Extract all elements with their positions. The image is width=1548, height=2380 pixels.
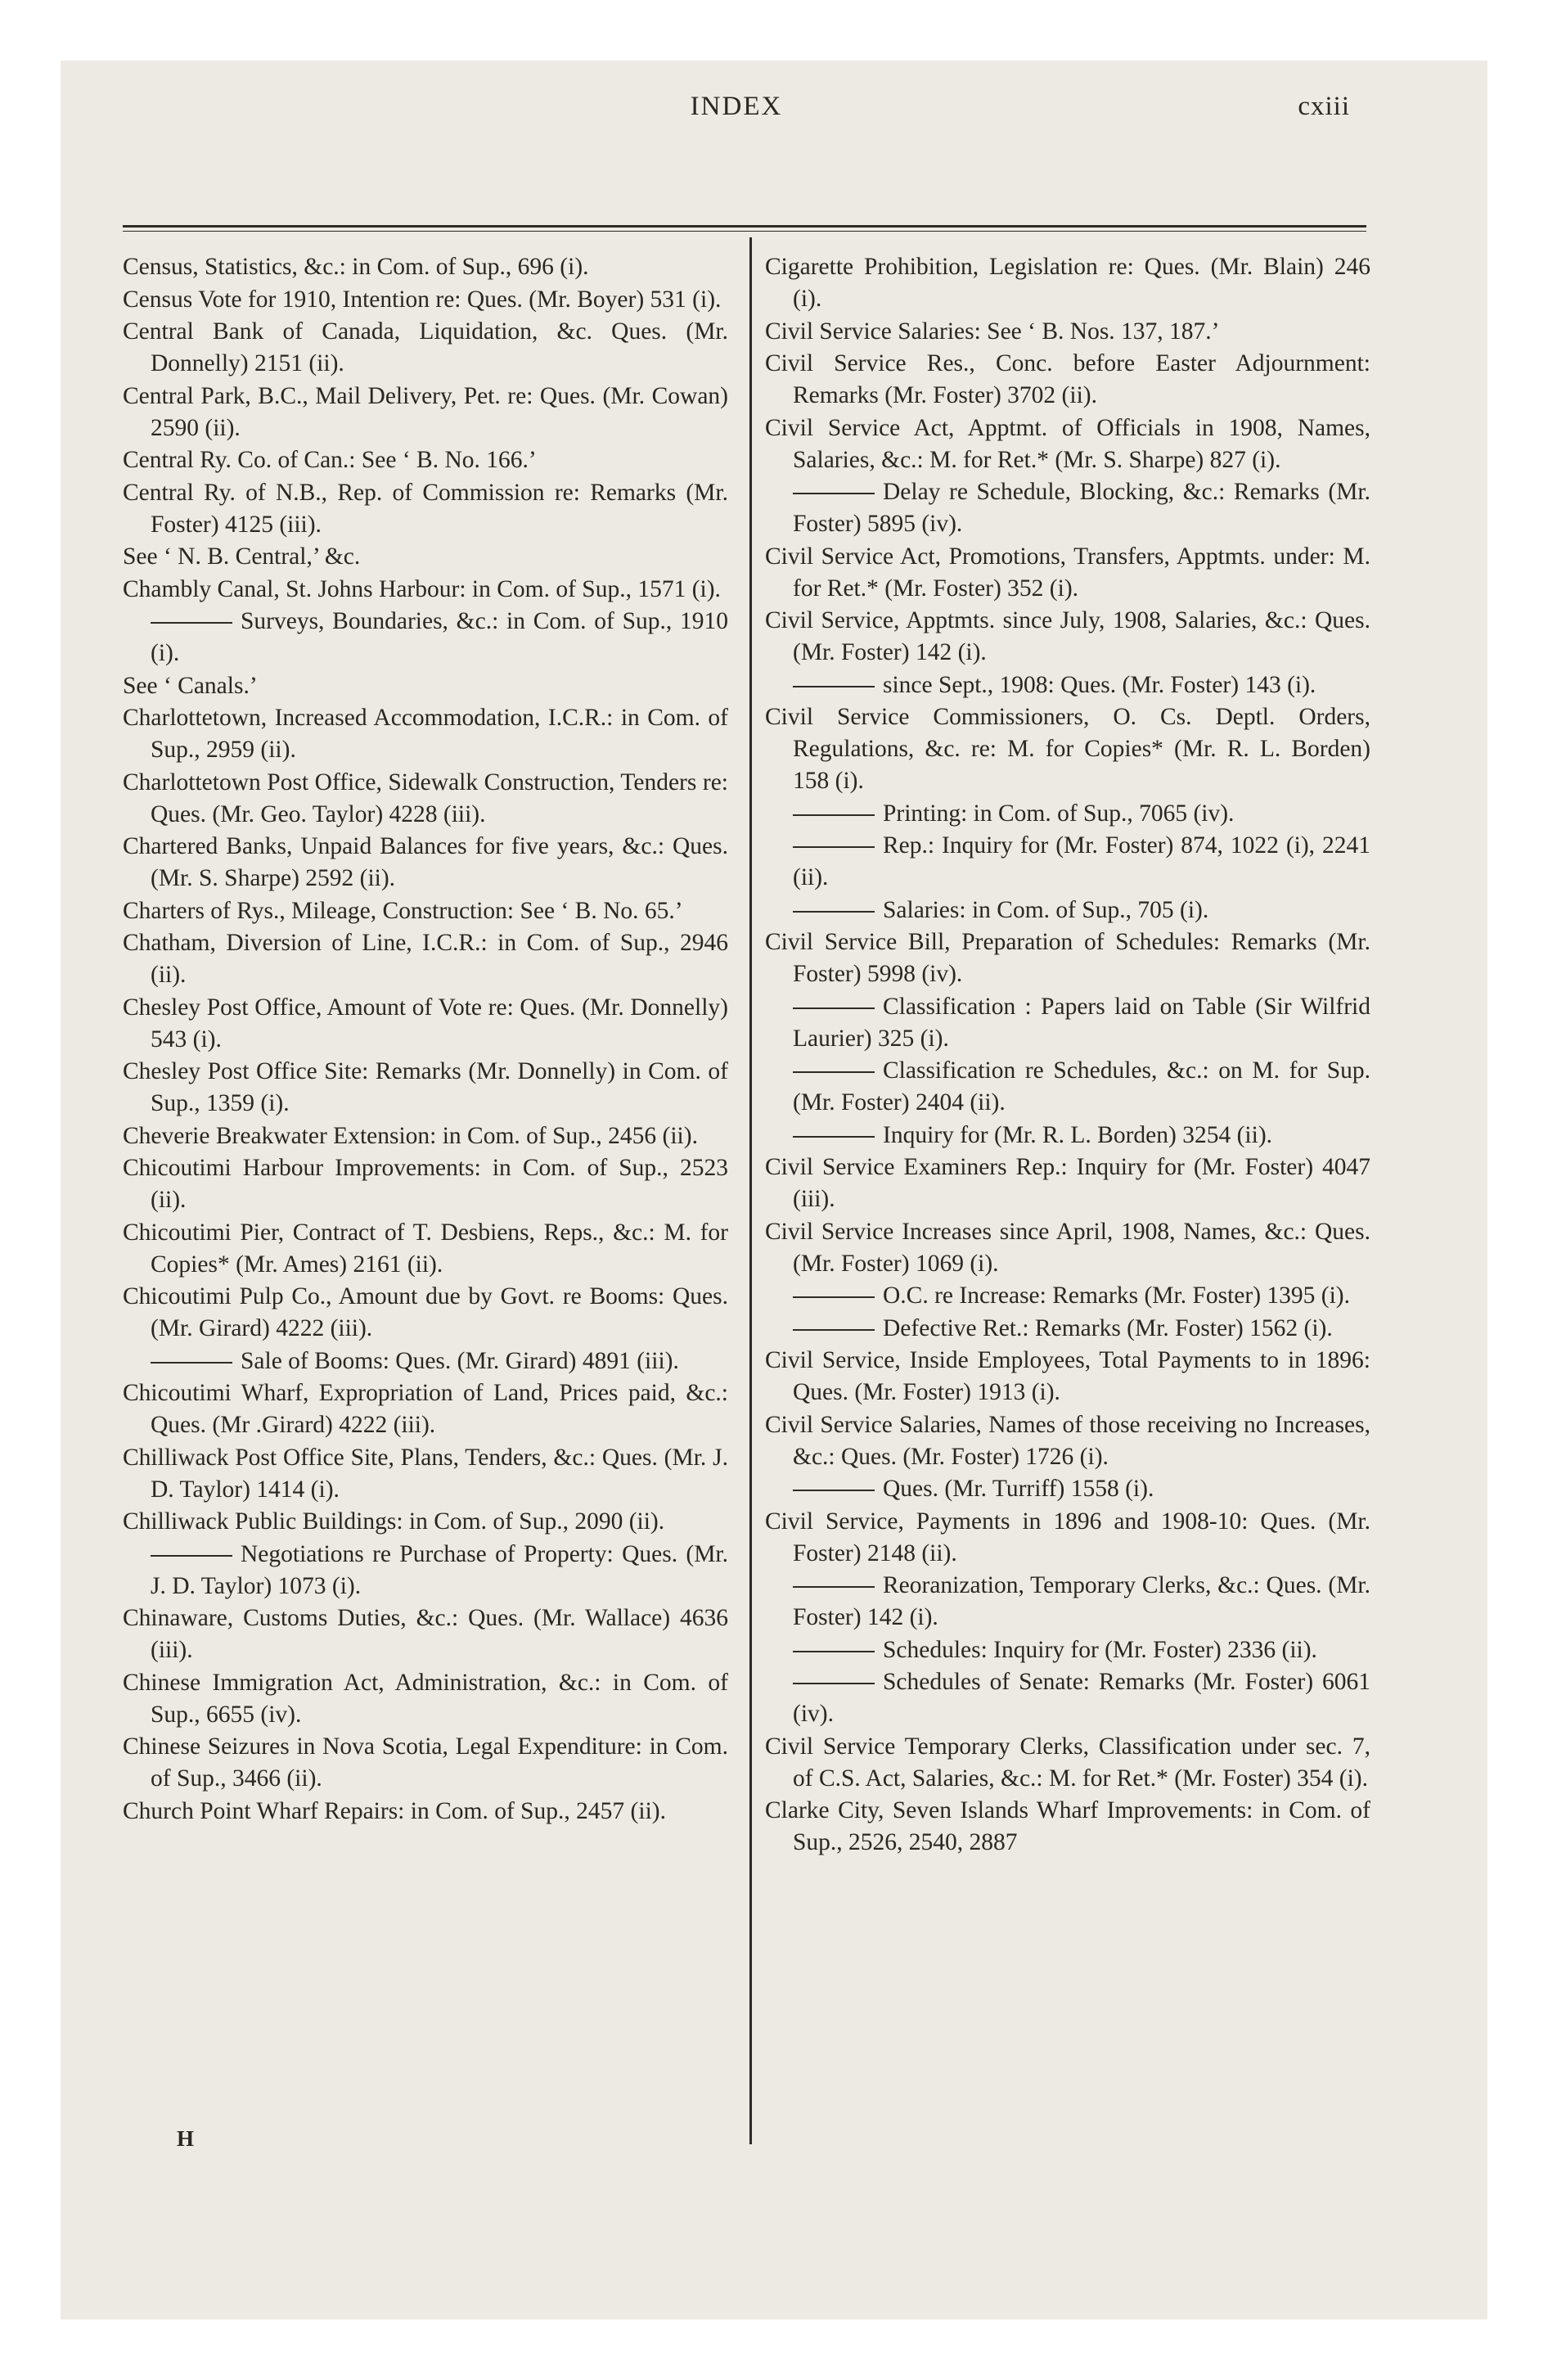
index-entry: Civil Service Act, Promotions, Transfers, Apptmts. under: M. for Ret.* (Mr. Foster) 352 (i). (765, 543, 1370, 602)
index-entry: Clarke City, Seven Islands Wharf Improvements: in Com. of Sup., 2526, 2540, 2887 (765, 1797, 1370, 1855)
index-entry: Civil Service Act, Apptmt. of Officials in 1908, Names, Salaries, &c.: M. for Ret.* (Mr. S. Sharpe) 827 (i). (765, 414, 1370, 473)
index-entry: Chinese Seizures in Nova Scotia, Legal Expenditure: in Com. of Sup., 3466 (ii). (123, 1733, 728, 1792)
index-entry: Chesley Post Office, Amount of Vote re: Ques. (Mr. Donnelly) 543 (i). (123, 994, 728, 1053)
index-entry: Civil Service Salaries, Names of those receiving no Increases, &c.: Ques. (Mr. Foster) 1726 (i). (765, 1411, 1370, 1470)
index-subentry: Classification re Schedules, &c.: on M. for Sup. (Mr. Foster) 2404 (ii). (765, 1055, 1370, 1119)
index-entry: Civil Service Temporary Clerks, Classification under sec. 7, of C.S. Act, Salaries, &c.: M. for Ret.* (Mr. Foster) 354 (i). (765, 1733, 1370, 1792)
index-entry: Chambly Canal, St. Johns Harbour: in Com. of Sup., 1571 (i). (123, 575, 721, 602)
index-entry: Census, Statistics, &c.: in Com. of Sup., 696 (i). (123, 254, 589, 280)
index-entry: Central Ry. of N.B., Rep. of Commission re: Remarks (Mr. Foster) 4125 (iii). (123, 479, 728, 538)
index-entry: Chartered Banks, Unpaid Balances for five years, &c.: Ques. (Mr. S. Sharpe) 2592 (ii). (123, 833, 728, 891)
index-entry: Census Vote for 1910, Intention re: Ques. (Mr. Boyer) 531 (i). (123, 286, 722, 313)
index-entry: Civil Service Salaries: See ‘ B. Nos. 137, 187.’ (765, 318, 1220, 345)
index-entry: Chicoutimi Harbour Improvements: in Com. of Sup., 2523 (ii). (123, 1155, 728, 1213)
index-subentry: Inquiry for (Mr. R. L. Borden) 3254 (ii). (765, 1120, 1370, 1152)
index-entry: See ‘ Canals.’ (123, 672, 258, 699)
index-subentry: Printing: in Com. of Sup., 7065 (iv). (765, 798, 1370, 830)
index-subentry: Schedules: Inquiry for (Mr. Foster) 2336 (ii). (765, 1634, 1370, 1666)
index-entry: Civil Service Res., Conc. before Easter Adjournment: Remarks (Mr. Foster) 3702 (ii). (765, 350, 1370, 408)
left-index-column (123, 251, 728, 1828)
index-entry: Chesley Post Office Site: Remarks (Mr. Donnelly) in Com. of Sup., 1359 (i). (123, 1058, 728, 1116)
index-subentry: Salaries: in Com. of Sup., 705 (i). (765, 895, 1370, 926)
index-entry: Chinese Immigration Act, Administration, &c.: in Com. of Sup., 6655 (iv). (123, 1669, 728, 1728)
index-subentry: Rep.: Inquiry for (Mr. Foster) 874, 1022 (i), 2241 (ii). (765, 830, 1370, 894)
index-entry: Central Ry. Co. of Can.: See ‘ B. No. 166.’ (123, 447, 537, 473)
index-entry: Central Park, B.C., Mail Delivery, Pet. re: Ques. (Mr. Cowan) 2590 (ii). (123, 382, 728, 441)
running-head (123, 92, 1350, 141)
index-entry: Chinaware, Customs Duties, &c.: Ques. (Mr. Wallace) 4636 (iii). (123, 1605, 728, 1663)
index-subentry: O.C. re Increase: Remarks (Mr. Foster) 1395 (i). (765, 1280, 1370, 1312)
index-entry: Charlottetown, Increased Accommodation, I.C.R.: in Com. of Sup., 2959 (ii). (123, 705, 728, 763)
index-subentry: Sale of Booms: Ques. (Mr. Girard) 4891 (iii). (123, 1346, 728, 1377)
index-entry: Central Bank of Canada, Liquidation, &c. Ques. (Mr. Donnelly) 2151 (ii). (123, 318, 728, 376)
index-subentry: Classification : Papers laid on Table (Sir Wilfrid Laurier) 325 (i). (765, 991, 1370, 1055)
index-subentry: Delay re Schedule, Blocking, &c.: Remarks (Mr. Foster) 5895 (iv). (765, 476, 1370, 540)
index-entry: Civil Service, Inside Employees, Total Payments to in 1896: Ques. (Mr. Foster) 1913 (i). (765, 1347, 1370, 1405)
right-index-column (765, 251, 1370, 1859)
index-entry: Chicoutimi Wharf, Expropriation of Land, Prices paid, &c.: Ques. (Mr .Girard) 4222 (iii). (123, 1380, 728, 1438)
index-entry: Chatham, Diversion of Line, I.C.R.: in Com. of Sup., 2946 (ii). (123, 930, 728, 988)
header-rule (123, 225, 1366, 232)
index-entry: Charlottetown Post Office, Sidewalk Construction, Tenders re: Ques. (Mr. Geo. Taylor) 4228 (iii). (123, 769, 728, 827)
index-subentry: Ques. (Mr. Turriff) 1558 (i). (765, 1473, 1370, 1505)
index-entry: Civil Service Bill, Preparation of Schedules: Remarks (Mr. Foster) 5998 (iv). (765, 929, 1370, 987)
column-divider (749, 237, 752, 2144)
index-entry: Chicoutimi Pier, Contract of T. Desbiens, Reps., &c.: M. for Copies* (Mr. Ames) 2161 (ii). (123, 1219, 728, 1278)
index-subentry: Negotiations re Purchase of Property: Ques. (Mr. J. D. Taylor) 1073 (i). (123, 1539, 728, 1602)
index-entry: Church Point Wharf Repairs: in Com. of Sup., 2457 (ii). (123, 1797, 666, 1824)
index-entry: Chilliwack Post Office Site, Plans, Tenders, &c.: Ques. (Mr. J. D. Taylor) 1414 (i). (123, 1444, 728, 1503)
index-subentry: Surveys, Boundaries, &c.: in Com. of Sup., 1910 (i). (123, 606, 728, 669)
signature-mark: H (177, 2126, 195, 2151)
index-subentry: Reoranization, Temporary Clerks, &c.: Ques. (Mr. Foster) 142 (i). (765, 1570, 1370, 1634)
index-subentry: Schedules of Senate: Remarks (Mr. Foster) 6061 (iv). (765, 1666, 1370, 1730)
index-subentry: Defective Ret.: Remarks (Mr. Foster) 1562 (i). (765, 1313, 1370, 1345)
index-entry: Chilliwack Public Buildings: in Com. of Sup., 2090 (ii). (123, 1508, 665, 1535)
index-entry: Charters of Rys., Mileage, Construction: See ‘ B. No. 65.’ (123, 897, 683, 924)
index-entry: Cheverie Breakwater Extension: in Com. of Sup., 2456 (ii). (123, 1122, 698, 1149)
index-entry: Cigarette Prohibition, Legislation re: Ques. (Mr. Blain) 246 (i). (765, 254, 1370, 312)
page-title: INDEX (690, 92, 783, 121)
index-entry: Civil Service Examiners Rep.: Inquiry for (Mr. Foster) 4047 (iii). (765, 1154, 1370, 1212)
index-subentry: since Sept., 1908: Ques. (Mr. Foster) 143 (i). (765, 669, 1370, 701)
page-number: cxiii (1298, 92, 1350, 121)
index-entry: Civil Service, Payments in 1896 and 1908-10: Ques. (Mr. Foster) 2148 (ii). (765, 1508, 1370, 1566)
index-entry: Civil Service Increases since April, 1908, Names, &c.: Ques. (Mr. Foster) 1069 (i). (765, 1218, 1370, 1277)
index-entry: Civil Service, Apptmts. since July, 1908, Salaries, &c.: Ques. (Mr. Foster) 142 (i). (765, 607, 1370, 665)
index-entry: See ‘ N. B. Central,’ &c. (123, 543, 361, 570)
index-entry: Chicoutimi Pulp Co., Amount due by Govt. re Booms: Ques. (Mr. Girard) 4222 (iii). (123, 1283, 728, 1341)
index-entry: Civil Service Commissioners, O. Cs. Deptl. Orders, Regulations, &c. re: M. for Copies* (Mr. R. L. Borden) 158 (i). (765, 704, 1370, 794)
